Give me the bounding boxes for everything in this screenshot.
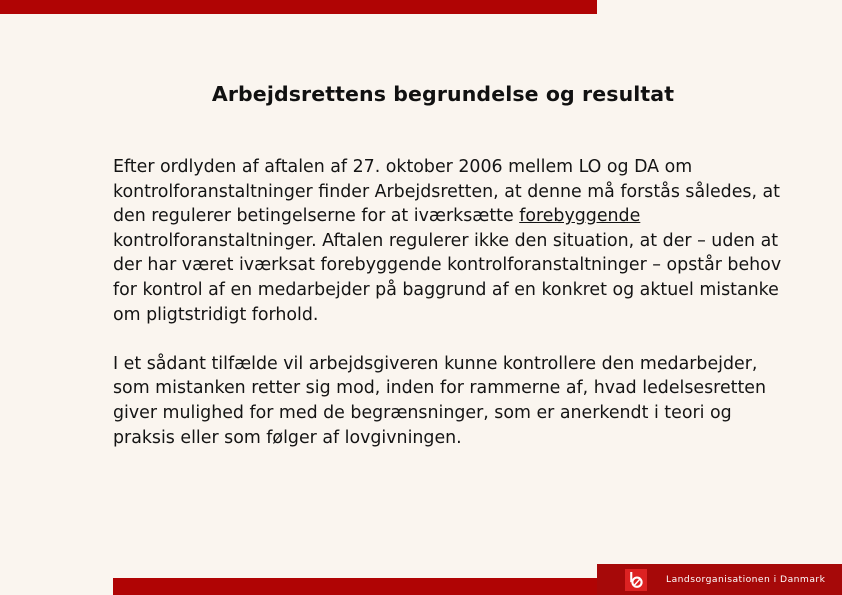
paragraph-1 bbox=[113, 155, 785, 327]
paragraph-1-text-before: Efter ordlyden af aftalen af 27. oktober 2006 mellem LO og DA om kontrolforanstaltninger finder Arbejdsretten, at denne må forstås således, at den regulerer betingelserne for at iværksætte bbox=[113, 157, 780, 227]
top-accent-bar bbox=[0, 0, 597, 14]
lo-monogram-icon bbox=[625, 569, 647, 591]
footer-organisation-label: Landsorganisationen i Danmark bbox=[666, 574, 826, 585]
paragraph-2-text-before: I et sådant tilfælde vil arbejdsgiveren kunne kontrollere den medarbejder, som mistanken retter sig mod, inden for rammerne af, hvad ledelsesretten giver mulighed for med de begrænsninger, som er anerkendt i teori og praksis eller som følger af lovgivningen. bbox=[113, 353, 766, 448]
footer-band bbox=[597, 564, 842, 595]
paragraph-2 bbox=[113, 352, 785, 450]
page-title: Arbejdsrettens begrundelse og resultat bbox=[211, 82, 675, 106]
slide-body bbox=[113, 155, 785, 450]
paragraph-1-emphasis: forebyggende bbox=[519, 206, 641, 227]
paragraph-1-text-after: kontrolforanstaltninger. Aftalen regulerer ikke den situation, at der – uden at der har været iværksat forebyggende kontrolforanstaltninger – opstår behov for kontrol af en medarbejder på baggrund af en konkret og aktuel mistanke om pligtstridigt forhold. bbox=[113, 230, 782, 325]
